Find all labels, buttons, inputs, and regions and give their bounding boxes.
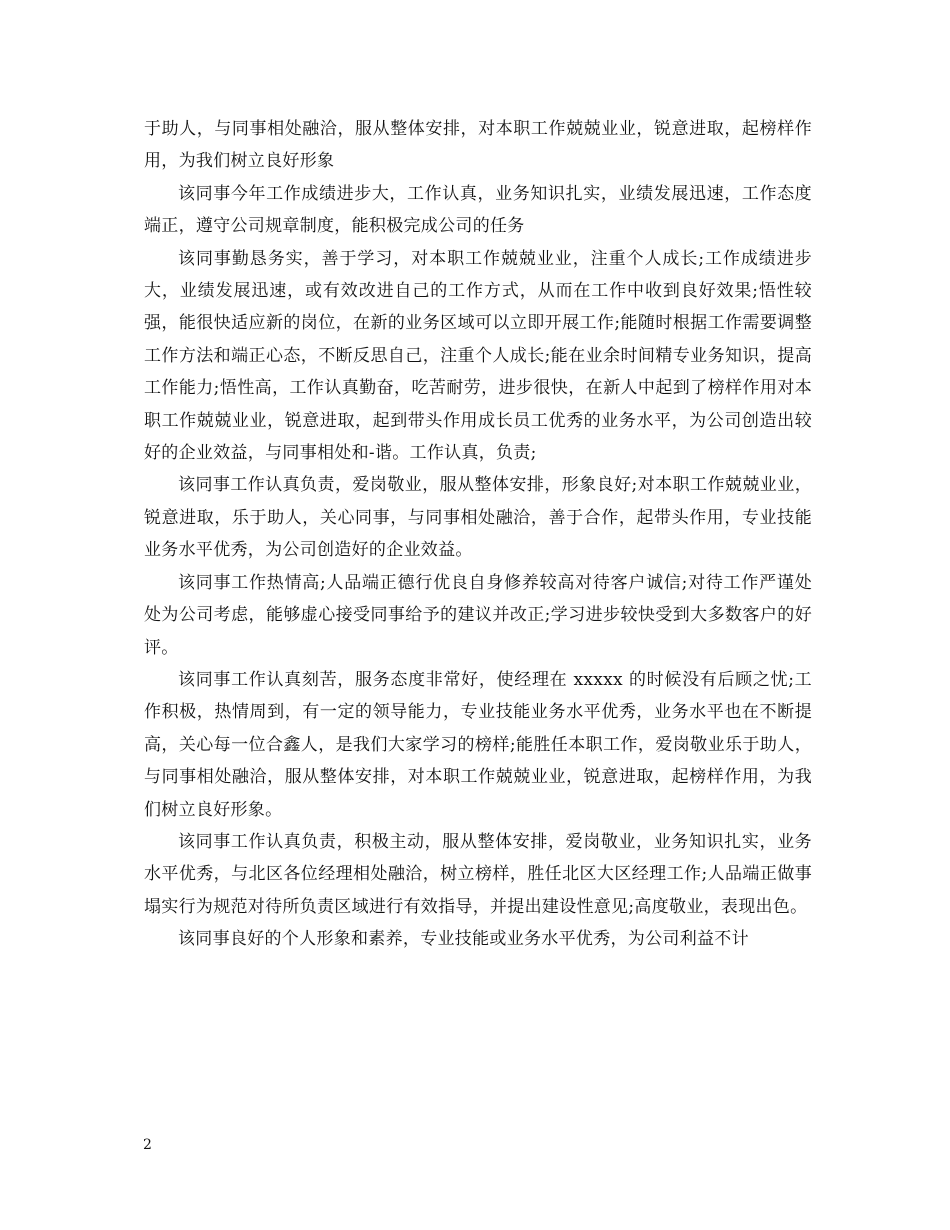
paragraph-1: 于助人，与同事相处融洽，服从整体安排，对本职工作兢兢业业，锐意进取，起榜样作用，为我们树立良好形象 [144, 119, 812, 172]
paragraph-7: 该同事工作认真负责，积极主动，服从整体安排，爱岗敬业，业务知识扎实，业务水平优秀，与北区各位经理相处融洽，树立榜样，胜任北区大区经理工作;人品端正做事塌实行为规范对待所负责区域进行有效指导，并提出建设性意见;高度敬业，表现出色。 [144, 831, 812, 917]
paragraph-5: 该同事工作热情高;人品端正德行优良自身修养较高对待客户诚信;对待工作严谨处处为公司考虑，能够虚心接受同事给予的建议并改正;学习进步较快受到大多数客户的好评。 [144, 572, 812, 658]
paragraph-8: 该同事良好的个人形象和素养，专业技能或业务水平优秀，为公司利益不计 [178, 929, 749, 950]
paragraph-2: 该同事今年工作成绩进步大，工作认真，业务知识扎实，业绩发展迅速，工作态度端正，遵守公司规章制度，能积极完成公司的任务 [144, 183, 812, 237]
page-number: 2 [143, 1137, 152, 1153]
document-body [144, 113, 812, 956]
paragraph-6: 该同事工作认真刻苦，服务态度非常好，使经理在 xxxxx 的时候没有后顾之忧;工作积极，热情周到，有一定的领导能力，专业技能业务水平优秀，业务水平也在不断提高，关心每一位合鑫人，是我们大家学习的榜样;能胜任本职工作，爱岗敬业乐于助人，与同事相处融洽，服从整体安排，对本职工作兢兢业业，锐意进取，起榜样作用，为我们树立良好形象。 [144, 669, 812, 820]
paragraph-4: 该同事工作认真负责，爱岗敬业，服从整体安排，形象良好;对本职工作兢兢业业，锐意进取，乐于助人，关心同事，与同事相处融洽，善于合作，起带头作用，专业技能业务水平优秀，为公司创造好的企业效益。 [144, 475, 812, 561]
paragraph-3: 该同事勤恳务实，善于学习，对本职工作兢兢业业，注重个人成长;工作成绩进步大，业绩发展迅速，或有效改进自己的工作方式，从而在工作中收到良好效果;悟性较强，能很快适应新的岗位，在新的业务区域可以立即开展工作;能随时根据工作需要调整工作方法和端正心态，不断反思自己，注重个人成长;能在业余时间精专业务知识，提高工作能力;悟性高，工作认真勤奋，吃苦耐劳，进步很快，在新人中起到了榜样作用对本职工作兢兢业业，锐意进取，起到带头作用成长员工优秀的业务水平，为公司创造出较好的企业效益，与同事相处和-谐。工作认真，负责; [144, 248, 812, 464]
